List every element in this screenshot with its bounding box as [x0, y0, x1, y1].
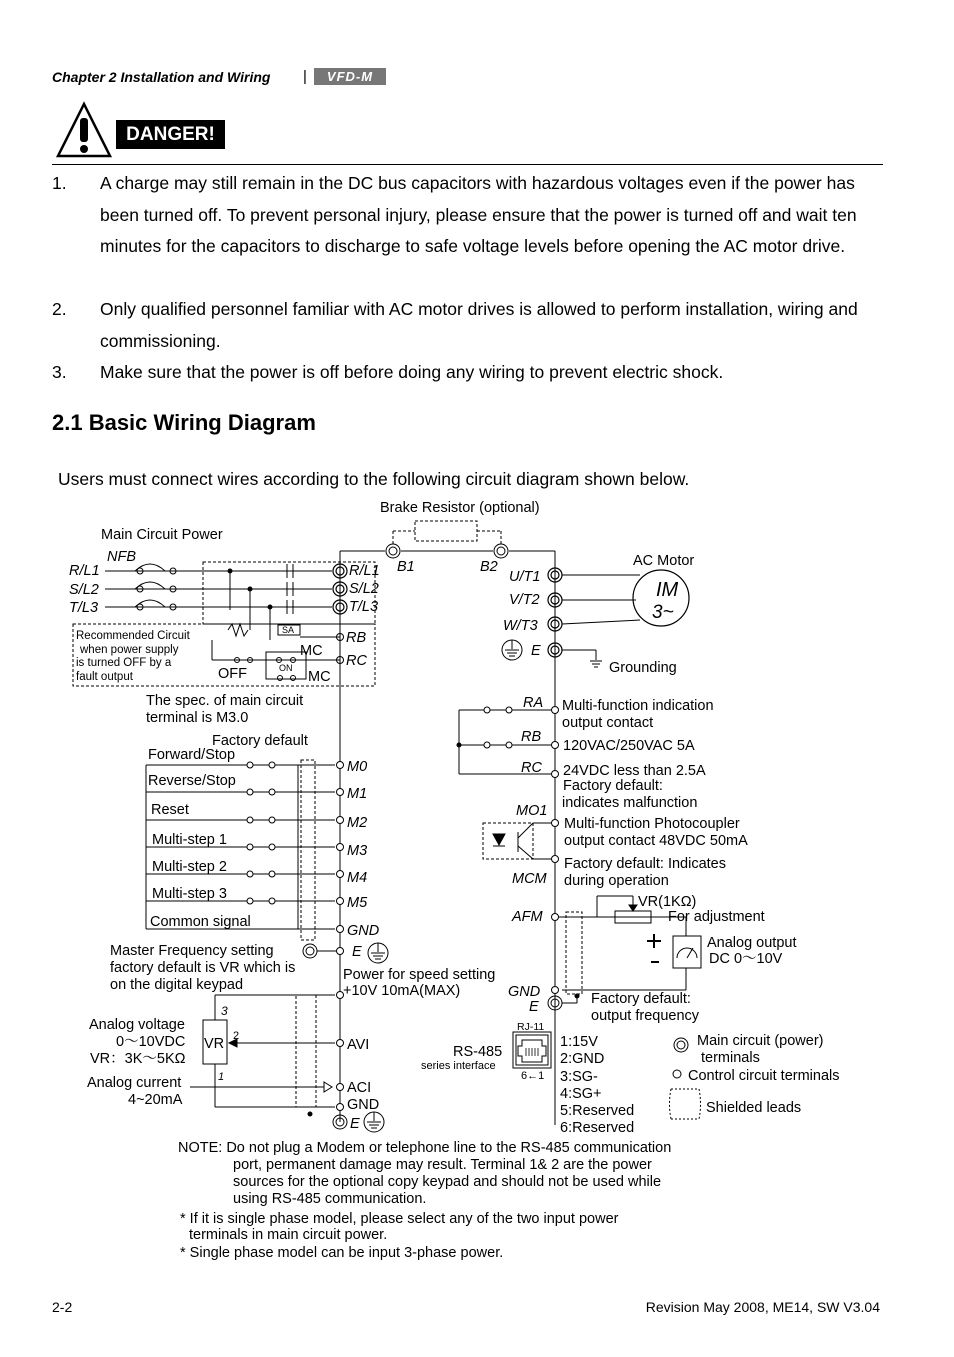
vr-pin-2: 2	[233, 1030, 240, 1042]
in-r-label: R/L1	[349, 563, 380, 579]
main-power-label: Main Circuit Power	[101, 527, 223, 543]
section-intro: Users must connect wires according to the following circuit diagram shown below.	[58, 469, 690, 489]
term-gnd: GND	[347, 923, 380, 939]
analog-voltage-3: VR：3K～5KΩ	[90, 1051, 186, 1067]
power-speed-1: Power for speed setting	[343, 967, 496, 983]
rc-label: RC	[346, 653, 367, 669]
note-line-4: using RS-485 communication.	[233, 1191, 427, 1207]
input-reverse: Reverse/Stop	[148, 773, 236, 789]
term-m5: M5	[347, 895, 368, 911]
mc2-label: MC	[308, 669, 331, 685]
rs-pin-2: 2:GND	[560, 1051, 605, 1067]
term-v: V/T2	[509, 592, 540, 608]
rj-pins-label: 6←1	[521, 1070, 545, 1082]
analog-current-1: Analog current	[87, 1075, 182, 1091]
note2-line-3: * Single phase model can be input 3-phase power.	[180, 1245, 504, 1261]
note2-line-1: * If it is single phase model, please select any of the two input power	[180, 1211, 619, 1227]
rs-pin-6: 6:Reserved	[560, 1120, 635, 1136]
left-r-label: R/L1	[69, 563, 100, 579]
rs-pin-5: 5:Reserved	[560, 1103, 635, 1119]
note-line-3: sources for the optional copy keypad and should not be used while	[233, 1174, 662, 1190]
relay-desc-5: Factory default:	[563, 778, 663, 794]
in-s-label: S/L2	[349, 581, 379, 597]
term-rb: RB	[521, 729, 542, 745]
photo-desc-4: during operation	[564, 873, 669, 889]
input-common: Common signal	[150, 914, 251, 930]
e-label-4: E	[529, 999, 539, 1015]
rs-pin-1: 1:15V	[560, 1034, 598, 1050]
note-line-1: NOTE: Do not plug a Modem or telephone line to the RS-485 communication	[178, 1140, 672, 1156]
motor-im: IM	[656, 579, 679, 601]
term-m1: M1	[347, 786, 368, 802]
header-separator: |	[303, 68, 307, 85]
term-aci: ACI	[347, 1080, 372, 1096]
spec-line-2: terminal is M3.0	[146, 710, 249, 726]
relay-desc-6: indicates malfunction	[562, 795, 698, 811]
photo-desc-2: output contact 48VDC 50mA	[564, 833, 748, 849]
chapter-header: Chapter 2 Installation and Wiring	[52, 69, 271, 85]
rj11-label: RJ-11	[517, 1021, 545, 1033]
legend-control: Control circuit terminals	[688, 1068, 840, 1084]
rs-pin-3: 3:SG-	[560, 1069, 598, 1085]
rec-line-3: is turned OFF by a	[76, 657, 172, 669]
term-avi: AVI	[347, 1037, 370, 1053]
analog-voltage-1: Analog voltage	[89, 1017, 185, 1033]
spec-line-1: The spec. of main circuit	[146, 693, 304, 709]
brake-resistor-label: Brake Resistor (optional)	[380, 500, 540, 516]
term-m4: M4	[347, 870, 368, 886]
left-t-label: T/L3	[69, 600, 99, 616]
on-label: ON	[279, 663, 293, 673]
vr-pin-3: 3	[221, 1004, 228, 1018]
term-gnd-afm: GND	[508, 984, 541, 1000]
analog-out-1: Analog output	[707, 935, 797, 951]
page-number: 2-2	[52, 1299, 73, 1315]
photo-desc-1: Multi-function Photocoupler	[564, 816, 740, 832]
master-freq-1: Master Frequency setting	[110, 943, 274, 959]
relay-desc-1: Multi-function indication	[562, 698, 714, 714]
afm-default-1: Factory default:	[591, 991, 691, 1007]
danger-label: DANGER!	[116, 120, 225, 149]
e-label-2: E	[350, 1116, 360, 1132]
relay-desc-4: 24VDC less than 2.5A	[563, 763, 706, 779]
revision-label: Revision May 2008, ME14, SW V3.04	[645, 1299, 880, 1315]
for-adjustment-label: For adjustment	[668, 909, 765, 925]
master-freq-3: on the digital keypad	[110, 977, 244, 993]
rec-line-1: Recommended Circuit	[76, 630, 190, 642]
rec-line-2: when power supply	[80, 644, 179, 656]
rb-label: RB	[346, 630, 367, 646]
b2-label: B2	[480, 559, 498, 575]
left-s-label: S/L2	[69, 582, 99, 598]
vr-pin-1: 1	[218, 1071, 225, 1083]
legend-main-1: Main circuit (power)	[697, 1033, 824, 1049]
off-label: OFF	[218, 666, 247, 682]
term-w: W/T3	[503, 618, 538, 634]
term-m0: M0	[347, 759, 368, 775]
relay-desc-2: output contact	[562, 715, 654, 731]
vr-label: VR	[204, 1036, 225, 1052]
term-mo1: MO1	[516, 803, 548, 819]
section-title: 2.1 Basic Wiring Diagram	[52, 410, 316, 435]
factory-default-label: Factory default	[212, 733, 308, 749]
e-label-1: E	[352, 944, 362, 960]
ac-motor-label: AC Motor	[633, 553, 695, 569]
term-mcm: MCM	[512, 871, 547, 887]
term-ra: RA	[523, 695, 544, 711]
rec-line-4: fault output	[76, 671, 133, 683]
afm-default-2: output frequency	[591, 1008, 700, 1024]
rs485-label: RS-485	[453, 1044, 503, 1060]
note-line-2: port, permanent damage may result. Terminal 1& 2 are the power	[233, 1157, 652, 1173]
photo-desc-3: Factory default: Indicates	[564, 856, 726, 872]
vfd-m-logo: VFD-M	[314, 68, 386, 85]
input-ms2: Multi-step 2	[152, 859, 227, 875]
term-rc: RC	[521, 760, 542, 776]
nfb-label: NFB	[107, 549, 136, 565]
power-speed-2: +10V 10mA(MAX)	[343, 983, 461, 999]
relay-desc-3: 120VAC/250VAC 5A	[563, 738, 695, 754]
term-afm: AFM	[512, 909, 543, 925]
b1-label: B1	[397, 559, 415, 575]
grounding-label: Grounding	[609, 660, 677, 676]
legend-shielded: Shielded leads	[706, 1100, 802, 1116]
mc-label: MC	[300, 643, 323, 659]
motor-3ph: 3~	[652, 602, 674, 623]
e-label-3: E	[531, 643, 541, 659]
analog-current-2: 4~20mA	[128, 1092, 183, 1108]
analog-voltage-2: 0～10VDC	[116, 1034, 186, 1050]
term-m3: M3	[347, 843, 368, 859]
term-u: U/T1	[509, 569, 541, 585]
vr1k-label: VR(1KΩ)	[638, 894, 697, 910]
rs-pin-4: 4:SG+	[560, 1086, 602, 1102]
input-ms1: Multi-step 1	[152, 832, 227, 848]
note2-line-2: terminals in main circuit power.	[189, 1227, 388, 1243]
series-interface-label: series interface	[421, 1060, 496, 1072]
term-gnd-2: GND	[347, 1097, 380, 1113]
legend-main-2: terminals	[701, 1050, 760, 1066]
input-forward: Forward/Stop	[148, 747, 236, 763]
input-reset: Reset	[151, 802, 189, 818]
term-m2: M2	[347, 815, 368, 831]
master-freq-2: factory default is VR which is	[110, 960, 296, 976]
input-ms3: Multi-step 3	[152, 886, 227, 902]
sa-label: SA	[282, 625, 295, 635]
in-t-label: T/L3	[349, 599, 379, 615]
analog-out-2: DC 0～10V	[709, 951, 783, 967]
